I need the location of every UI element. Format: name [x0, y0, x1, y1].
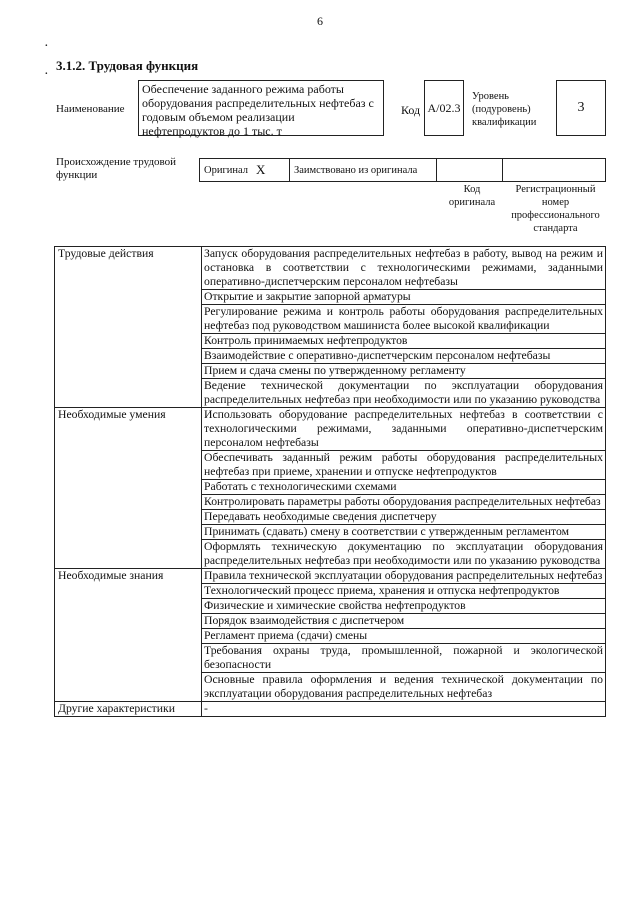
- original-mark: X: [256, 162, 266, 177]
- section-category: Трудовые действия: [55, 247, 202, 408]
- table-item: Работать с технологическими схемами: [202, 480, 606, 495]
- reg-number-cell: [503, 159, 605, 181]
- original-label: Оригинал: [204, 164, 248, 176]
- table-item: Требования охраны труда, промышленной, пожарной и экологической безопасности: [202, 644, 606, 673]
- name-label: Наименование: [56, 103, 125, 115]
- table-row: [55, 569, 606, 584]
- table-item: Регулирование режима и контроль работы оборудования распределительных нефтебаз под руководством машиниста более высокой квалификации: [202, 305, 606, 334]
- table-item: Открытие и закрытие запорной арматуры: [202, 290, 606, 305]
- table-item: Порядок взаимодействия с диспетчером: [202, 614, 606, 629]
- labor-function-table: [54, 246, 606, 717]
- original-cell: [200, 159, 290, 181]
- section-category: Необходимые знания: [55, 569, 202, 702]
- table-item: Физические и химические свойства нефтепродуктов: [202, 599, 606, 614]
- table-item: Запуск оборудования распределительных нефтебаз в работу, вывод на режим и остановка в соответствии с технологическими режимами, заданными оперативно-диспетчерским персоналом нефтебазы: [202, 247, 606, 290]
- table-row: [55, 247, 606, 290]
- table-item: Принимать (сдавать) смену в соответствии с утвержденным регламентом: [202, 525, 606, 540]
- table-item: Передавать необходимые сведения диспетчеру: [202, 510, 606, 525]
- code-original-caption: Код оригинала: [448, 184, 496, 208]
- section-category: Необходимые умения: [55, 408, 202, 569]
- origin-label: Происхождение трудовой функции: [56, 156, 177, 181]
- table-item: Технологический процесс приема, хранения и отпуска нефтепродуктов: [202, 584, 606, 599]
- margin-dot: ·: [44, 67, 49, 82]
- table-item: -: [202, 702, 606, 717]
- function-code-box: A/02.3: [424, 80, 464, 136]
- table-item: Оформлять техническую документацию по эксплуатации оборудования распределительных нефтебаз при необходимости или по указанию руководства: [202, 540, 606, 569]
- table-row: [55, 702, 606, 717]
- function-name-box: Обеспечение заданного режима работы оборудования распределительных нефтебаз с годовым объемом реализации нефтепродуктов до 1 тыс. т: [138, 80, 384, 136]
- qualification-level-box: 3: [556, 80, 606, 136]
- page-number: 6: [317, 14, 323, 28]
- reg-number-caption: Регистрационный номер профессионального стандарта: [511, 184, 600, 234]
- table-item: Контролировать параметры работы оборудования распределительных нефтебаз: [202, 495, 606, 510]
- section-title: 3.1.2. Трудовая функция: [56, 58, 199, 73]
- origin-row: [199, 158, 606, 182]
- section-category: Другие характеристики: [55, 702, 202, 717]
- code-original-cell: [437, 159, 503, 181]
- table-item: Обеспечивать заданный режим работы оборудования распределительных нефтебаз при приеме, хранении и отпуске нефтепродуктов: [202, 451, 606, 480]
- table-row: [55, 408, 606, 451]
- margin-dot: ·: [44, 39, 49, 54]
- table-item: Регламент приема (сдачи) смены: [202, 629, 606, 644]
- code-label: Код: [401, 103, 421, 117]
- table-item: Прием и сдача смены по утвержденному регламенту: [202, 364, 606, 379]
- table-item: Взаимодействие с оперативно-диспетчерским персоналом нефтебазы: [202, 349, 606, 364]
- table-item: Ведение технической документации по эксплуатации оборудования распределительных нефтебаз при необходимости или по указанию руководства: [202, 379, 606, 408]
- table-item: Использовать оборудование распределительных нефтебаз в соответствии с технологическими режимами, заданными оперативно-диспетчерским персоналом нефтебазы: [202, 408, 606, 451]
- level-label: Уровень (подуровень) квалификации: [472, 91, 537, 128]
- table-item: Правила технической эксплуатации оборудования распределительных нефтебаз: [202, 569, 606, 584]
- table-item: Контроль принимаемых нефтепродуктов: [202, 334, 606, 349]
- borrowed-cell: Заимствовано из оригинала: [290, 159, 437, 181]
- table-item: Основные правила оформления и ведения технической документации по эксплуатации оборудования распределительных нефтебаз: [202, 673, 606, 702]
